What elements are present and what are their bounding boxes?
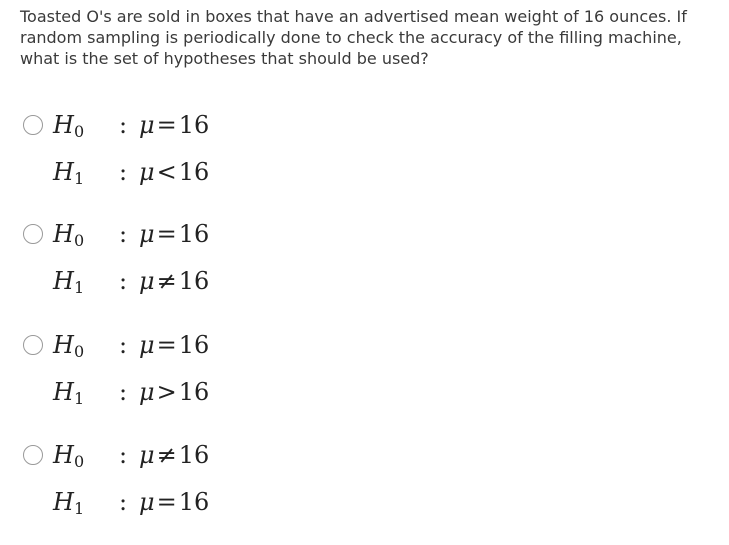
alternative-hypothesis-a xyxy=(53,157,209,194)
h-var: H xyxy=(53,220,74,248)
hypothesis-value: 16 xyxy=(178,267,210,295)
radio-button-d[interactable] xyxy=(23,445,43,465)
h1-symbol xyxy=(53,266,119,303)
mu-symbol: μ xyxy=(139,331,155,359)
h-var: H xyxy=(53,267,74,295)
mu-symbol: μ xyxy=(139,267,155,295)
answer-option-c[interactable] xyxy=(0,331,729,435)
colon: : xyxy=(119,331,128,359)
mu-symbol: μ xyxy=(139,111,155,139)
hypothesis-value: 16 xyxy=(178,220,210,248)
colon: : xyxy=(119,488,128,516)
h0-symbol xyxy=(53,330,119,367)
h1-symbol xyxy=(53,377,119,414)
h-subscript: 1 xyxy=(73,389,85,408)
mu-symbol: μ xyxy=(139,378,155,406)
h0-symbol xyxy=(53,110,119,147)
h1-symbol xyxy=(53,487,119,524)
colon: : xyxy=(119,220,128,248)
hypothesis-value: 16 xyxy=(178,441,210,469)
h0-symbol xyxy=(53,219,119,256)
relation-symbol: = xyxy=(156,331,177,359)
h0-symbol xyxy=(53,440,119,477)
colon: : xyxy=(119,378,128,406)
h-var: H xyxy=(53,441,74,469)
relation-symbol: = xyxy=(156,488,177,516)
hypothesis-value: 16 xyxy=(178,111,210,139)
hypothesis-value: 16 xyxy=(178,378,210,406)
h-var: H xyxy=(53,331,74,359)
h-var: H xyxy=(53,158,74,186)
alternative-hypothesis-d xyxy=(53,487,209,524)
alternative-hypothesis-c xyxy=(53,377,209,414)
colon: : xyxy=(119,158,128,186)
relation-symbol: ≠ xyxy=(156,267,177,295)
h-subscript: 0 xyxy=(73,122,85,141)
mu-symbol: μ xyxy=(139,488,155,516)
colon: : xyxy=(119,441,128,469)
radio-button-b[interactable] xyxy=(23,224,43,244)
h-var: H xyxy=(53,111,74,139)
answer-option-a[interactable] xyxy=(0,111,729,215)
hypothesis-value: 16 xyxy=(178,158,210,186)
h-var: H xyxy=(53,378,74,406)
answer-option-b[interactable] xyxy=(0,220,729,324)
hypothesis-value: 16 xyxy=(178,331,210,359)
question-text: Toasted O's are sold in boxes that have an advertised mean weight of 16 ounces. If random sampling is periodically done to check the accuracy of the filling machine, what is the set of hypotheses that should be used? xyxy=(20,7,687,68)
null-hypothesis-a xyxy=(53,110,209,147)
hypothesis-value: 16 xyxy=(178,488,210,516)
null-hypothesis-c xyxy=(53,330,209,367)
h1-symbol xyxy=(53,157,119,194)
null-hypothesis-d xyxy=(53,440,209,477)
mu-symbol: μ xyxy=(139,441,155,469)
mu-symbol: μ xyxy=(139,158,155,186)
h-subscript: 0 xyxy=(73,452,85,471)
colon: : xyxy=(119,111,128,139)
h-subscript: 1 xyxy=(73,278,85,297)
h-var: H xyxy=(53,488,74,516)
h-subscript: 1 xyxy=(73,499,85,518)
radio-button-c[interactable] xyxy=(23,335,43,355)
relation-symbol: > xyxy=(156,378,177,406)
h-subscript: 1 xyxy=(73,169,85,188)
relation-symbol: = xyxy=(156,220,177,248)
relation-symbol: < xyxy=(156,158,177,186)
relation-symbol: = xyxy=(156,111,177,139)
radio-button-a[interactable] xyxy=(23,115,43,135)
null-hypothesis-b xyxy=(53,219,209,256)
mu-symbol: μ xyxy=(139,220,155,248)
h-subscript: 0 xyxy=(73,342,85,361)
relation-symbol: ≠ xyxy=(156,441,177,469)
h-subscript: 0 xyxy=(73,231,85,250)
colon: : xyxy=(119,267,128,295)
alternative-hypothesis-b xyxy=(53,266,209,303)
answer-option-d[interactable] xyxy=(0,441,729,545)
